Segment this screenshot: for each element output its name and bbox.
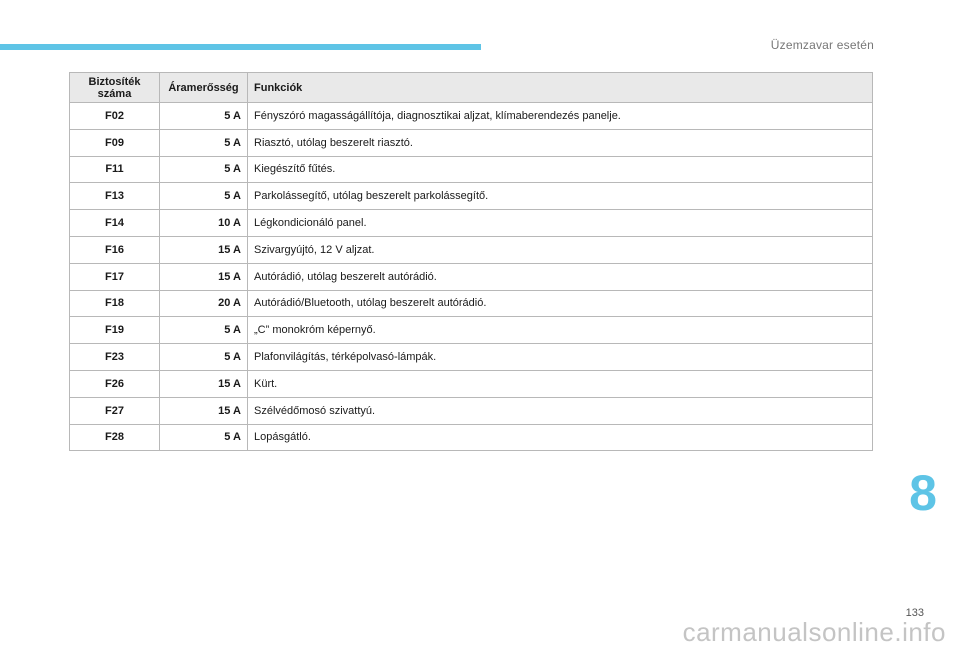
amperage-cell: 5 A	[160, 129, 248, 156]
amperage-cell: 5 A	[160, 344, 248, 371]
table-row	[70, 397, 873, 424]
fuse-number-cell: F19	[70, 317, 160, 344]
function-cell: Kiegészítő fűtés.	[248, 156, 873, 183]
table-row	[70, 236, 873, 263]
fuse-table	[69, 72, 873, 451]
amperage-cell: 15 A	[160, 263, 248, 290]
header-fuse-number: Biztosíték száma	[70, 73, 160, 103]
amperage-cell: 15 A	[160, 370, 248, 397]
table-row	[70, 183, 873, 210]
function-cell: Fényszóró magasságállítója, diagnosztikai aljzat, klímaberendezés panelje.	[248, 103, 873, 130]
amperage-cell: 5 A	[160, 317, 248, 344]
amperage-cell: 15 A	[160, 236, 248, 263]
amperage-cell: 5 A	[160, 103, 248, 130]
function-cell: Lopásgátló.	[248, 424, 873, 451]
table-row	[70, 370, 873, 397]
fuse-number-cell: F17	[70, 263, 160, 290]
chapter-number: 8	[909, 465, 937, 521]
amperage-cell: 10 A	[160, 210, 248, 237]
table-row	[70, 290, 873, 317]
fuse-number-cell: F14	[70, 210, 160, 237]
function-cell: Szélvédőmosó szivattyú.	[248, 397, 873, 424]
fuse-number-cell: F16	[70, 236, 160, 263]
table-header-row	[70, 73, 873, 103]
amperage-cell: 5 A	[160, 156, 248, 183]
table-row	[70, 210, 873, 237]
amperage-cell: 5 A	[160, 424, 248, 451]
header-accent-bar	[0, 44, 481, 50]
table-row	[70, 129, 873, 156]
fuse-number-cell: F27	[70, 397, 160, 424]
fuse-number-cell: F18	[70, 290, 160, 317]
header-amperage: Áramerősség	[160, 73, 248, 103]
table-row	[70, 156, 873, 183]
page-number: 133	[905, 607, 924, 619]
function-cell: Autórádió/Bluetooth, utólag beszerelt autórádió.	[248, 290, 873, 317]
section-title: Üzemzavar esetén	[770, 38, 874, 52]
function-cell: Parkolássegítő, utólag beszerelt parkolássegítő.	[248, 183, 873, 210]
function-cell: Plafonvilágítás, térképolvasó-lámpák.	[248, 344, 873, 371]
table-row	[70, 317, 873, 344]
function-cell: Kürt.	[248, 370, 873, 397]
function-cell: Autórádió, utólag beszerelt autórádió.	[248, 263, 873, 290]
watermark: carmanualsonline.info	[682, 617, 946, 647]
function-cell: Riasztó, utólag beszerelt riasztó.	[248, 129, 873, 156]
amperage-cell: 5 A	[160, 183, 248, 210]
header-functions: Funkciók	[248, 73, 873, 103]
function-cell: „C” monokróm képernyő.	[248, 317, 873, 344]
fuse-number-cell: F09	[70, 129, 160, 156]
table-row	[70, 103, 873, 130]
amperage-cell: 20 A	[160, 290, 248, 317]
fuse-number-cell: F28	[70, 424, 160, 451]
fuse-number-cell: F11	[70, 156, 160, 183]
fuse-number-cell: F02	[70, 103, 160, 130]
table-row	[70, 263, 873, 290]
function-cell: Légkondicionáló panel.	[248, 210, 873, 237]
table-row	[70, 424, 873, 451]
fuse-number-cell: F23	[70, 344, 160, 371]
fuse-number-cell: F26	[70, 370, 160, 397]
table-row	[70, 344, 873, 371]
amperage-cell: 15 A	[160, 397, 248, 424]
fuse-number-cell: F13	[70, 183, 160, 210]
table-body	[70, 103, 873, 451]
function-cell: Szivargyújtó, 12 V aljzat.	[248, 236, 873, 263]
